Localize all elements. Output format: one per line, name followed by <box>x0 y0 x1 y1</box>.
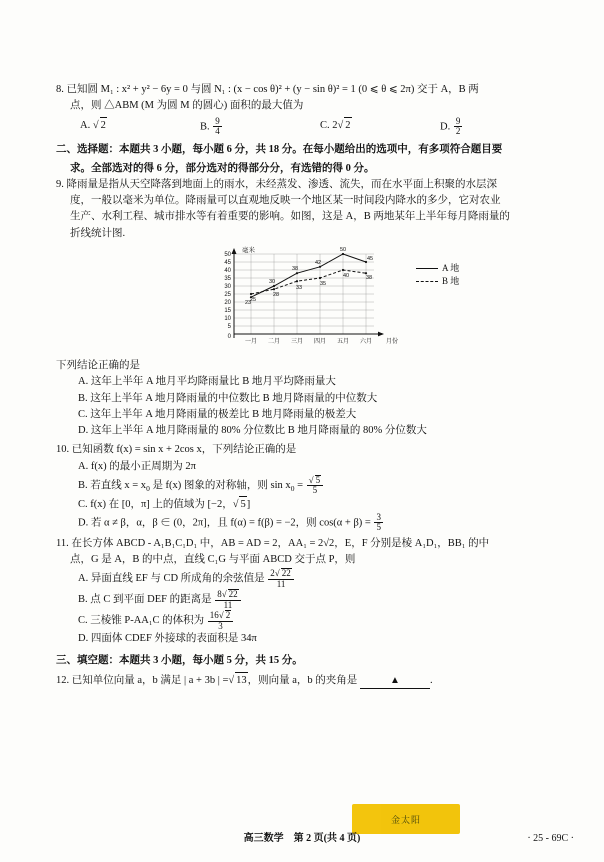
q10-option-d[interactable] <box>56 513 556 533</box>
section-2-title-line1: 二、选择题：本题共 3 小题，每小题 6 分，共 18 分。在每小题给出的选项中，有多项符合题目要 <box>56 144 503 156</box>
q8-option-d-den: 2 <box>455 125 461 136</box>
q10-option-b-mid: 是 f(x) 图象的对称轴，则 sin x <box>149 479 291 491</box>
rainfall-chart <box>56 246 556 356</box>
q12-end: . <box>429 674 433 686</box>
q11-a-den: 11 <box>268 579 293 589</box>
sqrt-icon <box>219 610 224 620</box>
q8-option-c[interactable] <box>320 117 440 137</box>
svg-text:0: 0 <box>227 334 231 340</box>
svg-text:50: 50 <box>339 247 347 253</box>
q8-options <box>56 117 556 137</box>
svg-text:四月: 四月 <box>313 339 327 345</box>
svg-text:38: 38 <box>365 275 373 281</box>
rainfall-line-chart-svg <box>206 246 406 354</box>
paper-code: · 25 - 69C · <box>527 833 574 844</box>
legend-line-solid-icon <box>416 268 438 269</box>
legend-label-b: B 地 <box>442 276 460 287</box>
svg-text:三月: 三月 <box>290 339 304 345</box>
q10-option-b-pre: B. 若直线 x = x <box>78 479 147 491</box>
q11-a-radicand: 22 <box>281 568 291 579</box>
svg-text:28: 28 <box>272 292 280 298</box>
q10-option-b-eq: = <box>294 479 303 491</box>
q8-option-a[interactable] <box>80 117 200 137</box>
q9-option-c[interactable]: C. 这年上半年 A 地月降雨量的极差比 B 地月降雨量的极差大 <box>78 408 357 420</box>
legend-item-a <box>416 262 459 275</box>
fraction <box>374 513 383 533</box>
q8-option-a-value: 2 <box>100 117 107 134</box>
fraction <box>307 475 323 496</box>
q8-stem-line1: 8. 已知圆 M₁ : x² + y² − 6y = 0 与圆 N₁ : (x − cos θ)² + (y − sin θ)² = 1 (0 ⩽ θ ⩽ 2π) 交于 A，B 两 <box>56 84 479 95</box>
q11-option-d[interactable]: D. 四面体 CDEF 外接球的表面积是 34π <box>78 633 257 645</box>
q9-option-a[interactable]: A. 这年上半年 A 地月平均降雨量比 B 地月平均降雨量大 <box>78 376 336 388</box>
q8-option-b-label: B. <box>200 120 210 132</box>
q8-option-c-coef: 2 <box>332 119 338 131</box>
q10-option-c-tail: ] <box>246 498 251 510</box>
svg-text:毫米: 毫米 <box>242 247 255 254</box>
q10-d-num: 3 <box>376 512 381 522</box>
q10-option-c[interactable] <box>56 496 556 513</box>
q8-option-c-value: 2 <box>344 117 351 134</box>
q8-option-d[interactable] <box>440 117 550 137</box>
svg-text:15: 15 <box>224 308 231 314</box>
q11-c-radicand: 2 <box>225 610 231 621</box>
q10-b-radicand: 5 <box>315 474 321 485</box>
svg-text:月份: 月份 <box>385 339 399 345</box>
svg-text:33: 33 <box>295 285 303 291</box>
svg-text:38: 38 <box>291 266 299 272</box>
q10-option-b[interactable] <box>56 475 556 496</box>
q10-option-d-pre: D. 若 α ≠ β，α，β ∈ (0，2π]，且 f(α) = f(β) = −2，则 cos(α + β) = <box>78 517 371 529</box>
q9-line3: 生产、水利工程、城市排水等有着重要的影响。如图，这是 A，B 两地某年上半年每月降雨量的 <box>70 211 510 223</box>
q11-c-num <box>208 610 233 620</box>
svg-text:50: 50 <box>224 252 231 258</box>
q11-c-den: 3 <box>208 621 233 631</box>
q11-option-b[interactable] <box>56 589 556 610</box>
svg-text:30: 30 <box>224 284 231 290</box>
page-footer: 高三数学 第 2 页(共 4 页) <box>243 833 361 844</box>
q11-option-c-pre: C. 三棱锥 P-AA₁C 的体积为 <box>78 615 205 626</box>
svg-text:40: 40 <box>342 273 350 279</box>
section-2-title-line2: 求。全部选对的得 6 分，部分选对的得部分分，有选错的得 0 分。 <box>70 162 375 174</box>
svg-text:23: 23 <box>244 300 252 306</box>
q8-option-b[interactable] <box>200 117 320 137</box>
svg-text:六月: 六月 <box>359 339 373 345</box>
chart-legend <box>416 262 459 288</box>
sqrt-icon <box>275 568 280 578</box>
question-12 <box>56 672 556 690</box>
svg-text:10: 10 <box>224 316 231 322</box>
q10-d-den: 5 <box>376 522 381 533</box>
q9-line2: 度，一般以毫米为单位。降雨量可以直观地反映一个地区某一时间段内降水的多少，它对农业 <box>70 195 501 207</box>
q11-c-coef: 16 <box>209 610 219 621</box>
q9-option-d[interactable]: D. 这年上半年 A 地月降雨量的 80% 分位数比 B 地月降雨量的 80% 分位数大 <box>78 425 427 437</box>
q8-option-a-label: A. <box>80 119 91 131</box>
q11-b-radicand: 22 <box>228 589 238 600</box>
q12-stem <box>56 672 556 690</box>
q11-line2: 点，G 是 A，B 的中点，直线 C₁G 与平面 ABCD 交于点 P，则 <box>70 554 356 566</box>
q10-option-c-pre: C. f(x) 在 [0，π] 上的值域为 [−2， <box>78 498 233 510</box>
svg-text:35: 35 <box>224 276 231 282</box>
q11-option-c[interactable] <box>56 610 556 631</box>
sqrt-icon <box>93 120 99 131</box>
q8-option-b-den: 4 <box>215 125 220 136</box>
q10-b-sub1: 0 <box>146 483 150 493</box>
fraction <box>268 568 293 589</box>
sqrt-icon <box>233 499 239 510</box>
sqrt-icon <box>228 675 234 686</box>
q9-option-b[interactable]: B. 这年上半年 A 地月降雨量的中位数比 B 地月降雨量的中位数大 <box>78 392 378 404</box>
svg-text:40: 40 <box>224 268 231 274</box>
question-10 <box>56 442 556 533</box>
q10-stem: 10. 已知函数 f(x) = sin x + 2cos x，下列结论正确的是 <box>56 444 297 456</box>
q10-c-radicand: 5 <box>239 496 246 513</box>
svg-text:45: 45 <box>366 256 374 262</box>
q8-option-c-label: C. <box>320 119 330 131</box>
q10-b-num <box>307 475 323 485</box>
question-8 <box>56 82 556 136</box>
q11-b-num <box>215 589 240 599</box>
svg-text:25: 25 <box>249 297 257 303</box>
fraction <box>454 117 463 137</box>
q9-line4: 折线统计图. <box>70 227 126 239</box>
q10-b-sub2: 0 <box>290 483 295 493</box>
fraction <box>213 117 222 137</box>
svg-text:5: 5 <box>227 324 231 330</box>
svg-text:二月: 二月 <box>267 339 281 345</box>
question-11 <box>56 536 556 647</box>
sqrt-icon <box>222 589 227 599</box>
svg-text:五月: 五月 <box>336 339 350 345</box>
q11-b-coef: 8 <box>217 589 222 600</box>
legend-item-b <box>416 275 459 288</box>
q12-mid: ，则向量 a，b 的夹角是 <box>247 674 358 686</box>
legend-line-dashed-icon <box>416 281 438 282</box>
legend-label-a: A 地 <box>442 263 460 273</box>
q9-line1: 9. 降雨量是指从天空降落到地面上的雨水，未经蒸发、渗透、流失，而在水平面上积聚的水层深 <box>56 178 497 190</box>
q10-b-den: 5 <box>307 485 323 495</box>
q8-option-b-num: 9 <box>215 115 220 126</box>
svg-text:45: 45 <box>224 260 231 266</box>
answer-blank[interactable]: ▲ <box>360 673 430 690</box>
fraction <box>208 610 233 631</box>
svg-text:35: 35 <box>319 281 327 287</box>
q11-option-a-pre: A. 异面直线 EF 与 CD 所成角的余弦值是 <box>78 573 265 585</box>
q11-option-b-pre: B. 点 C 到平面 DEF 的距离是 <box>78 594 212 606</box>
svg-text:42: 42 <box>314 260 322 266</box>
section-2-heading <box>56 142 556 177</box>
section-3-title: 三、填空题：本题共 3 小题，每小题 5 分，共 15 分。 <box>56 655 303 667</box>
q11-b-den: 11 <box>215 600 240 610</box>
q11-line1: 11. 在长方体 ABCD - A₁B₁C₁D₁ 中，AB = AD = 2，AA₁ = 2√2，E，F 分别是棱 A₁D₁，BB₁ 的中 <box>56 537 490 549</box>
sqrt-icon <box>309 475 314 485</box>
svg-text:25: 25 <box>224 292 231 298</box>
sqrt-icon <box>338 120 344 131</box>
q11-option-a[interactable] <box>56 568 556 589</box>
q8-option-d-label: D. <box>440 120 451 132</box>
q11-a-num <box>268 568 293 578</box>
svg-text:30: 30 <box>268 279 276 285</box>
fraction <box>215 589 240 610</box>
publisher-logo: 金太阳 <box>352 804 460 834</box>
q11-a-coef: 2 <box>270 568 275 579</box>
q8-option-d-num: 9 <box>455 115 461 126</box>
q8-stem-line2: 点，则 △ABM (M 为圆 M 的圆心) 面积的最大值为 <box>70 100 304 112</box>
q9-prompt: 下列结论正确的是 <box>56 360 140 371</box>
page-content <box>56 82 556 692</box>
q12-radicand: 13 <box>235 672 248 689</box>
question-9 <box>56 177 556 439</box>
q12-pre: 12. 已知单位向量 a，b 满足 | a + 3b | = <box>56 674 229 686</box>
svg-text:20: 20 <box>224 300 231 306</box>
svg-text:一月: 一月 <box>244 339 258 345</box>
q10-option-a[interactable]: A. f(x) 的最小正周期为 2π <box>78 460 196 472</box>
